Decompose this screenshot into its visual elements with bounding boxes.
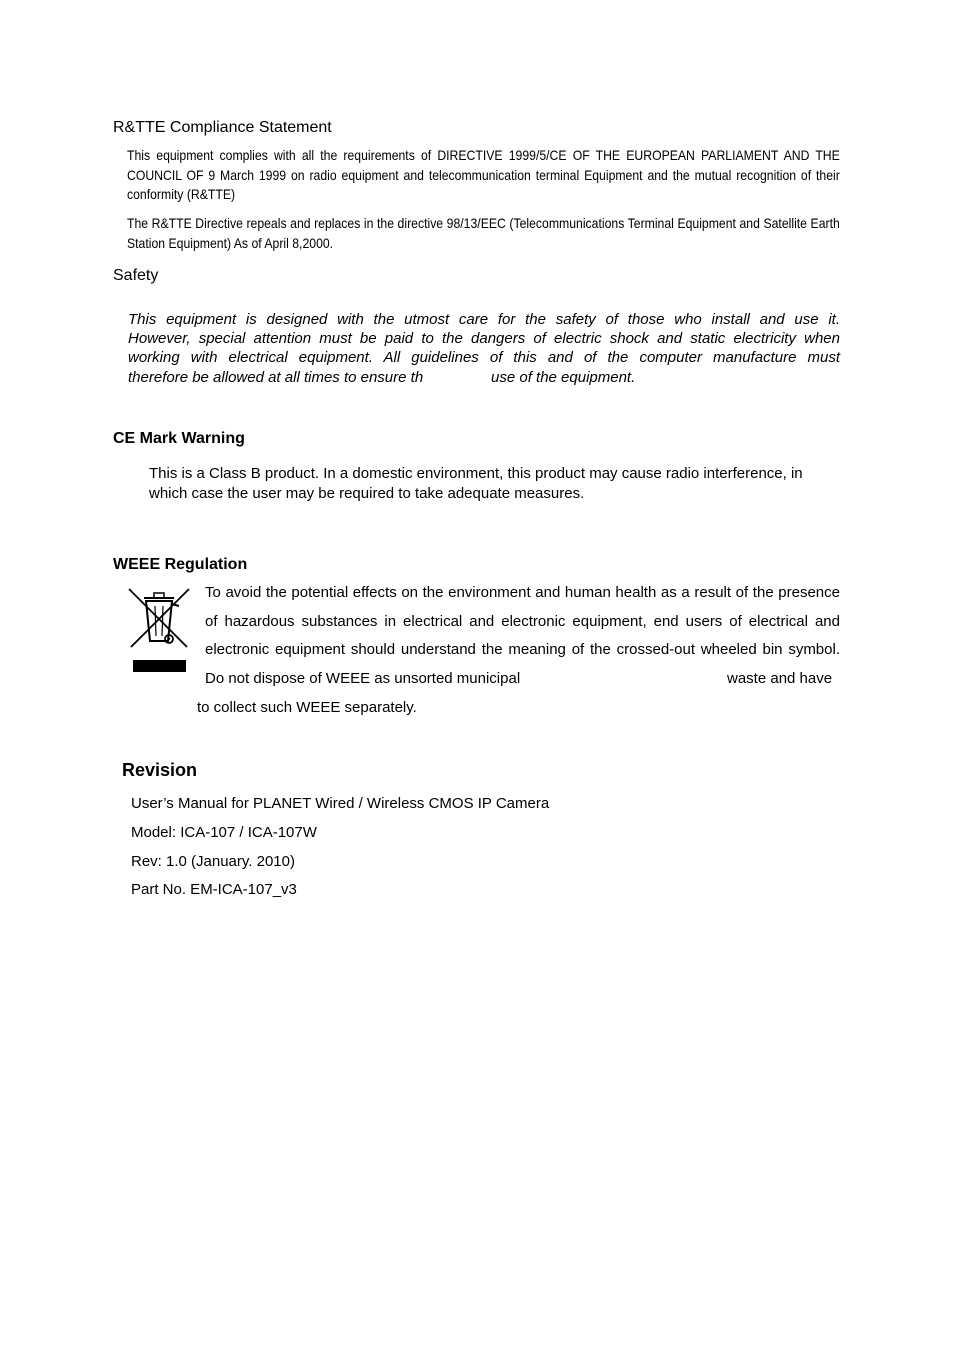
ce-heading: CE Mark Warning xyxy=(113,430,245,447)
safety-paragraph xyxy=(128,310,840,368)
weee-paragraph-tail: waste and have xyxy=(727,665,832,694)
weee-paragraph-last: to collect such WEEE separately. xyxy=(197,699,417,716)
rtte-paragraph-1: This equipment complies with all the requirements of DIRECTIVE 1999/5/CE OF THE EUROPEAN PARLIAMENT AND THE COUNCIL OF 9 March 1999 on radio equipment and telecommunication terminal Equipment and the mutual recognition of their conformity (R&TTE) xyxy=(127,148,840,202)
revision-model: Model: ICA-107 / ICA-107W xyxy=(131,824,317,841)
crossed-out-wheeled-bin-icon xyxy=(127,586,191,676)
revision-rev: Rev: 1.0 (January. 2010) xyxy=(131,853,295,870)
revision-manual-title: User’s Manual for PLANET Wired / Wireless CMOS IP Camera xyxy=(131,795,550,812)
ce-paragraph: This is a Class B product. In a domestic environment, this product may cause radio interference, in which case the user may be required to take adequate measures. xyxy=(149,465,803,502)
revision-heading: Revision xyxy=(122,760,198,780)
weee-heading: WEEE Regulation xyxy=(113,556,248,573)
safety-line-4-start: therefore be allowed at all times to ensure th xyxy=(128,369,424,386)
safety-line-4-end: use of the equipment. xyxy=(491,369,636,386)
safety-line-2: However, special attention must be paid to the dangers of electric shock and static electricity when xyxy=(128,330,840,348)
rtte-heading: R&TTE Compliance Statement xyxy=(113,119,332,136)
revision-part-no: Part No. EM-ICA-107_v3 xyxy=(131,881,297,898)
safety-line-1: This equipment is designed with the utmost care for the safety of those who install and use it. xyxy=(128,311,840,328)
weee-paragraph: To avoid the potential effects on the environment and human health as a result of the presence of hazardous substances in electrical and electronic equipment, end users of electrical and electronic equipment should understand the meaning of the crossed-out wheeled bin symbol. Do not dispose of WEEE as unsorted municipal xyxy=(205,584,840,688)
safety-line-3: working with electrical equipment. All guidelines of this and of the computer manufacture must xyxy=(128,349,840,367)
safety-heading: Safety xyxy=(113,267,159,284)
rtte-paragraph-2: The R&TTE Directive repeals and replaces in the directive 98/13/EEC (Telecommunications Terminal Equipment and Satellite Earth Station Equipment) As of April 8,2000. xyxy=(127,216,840,251)
